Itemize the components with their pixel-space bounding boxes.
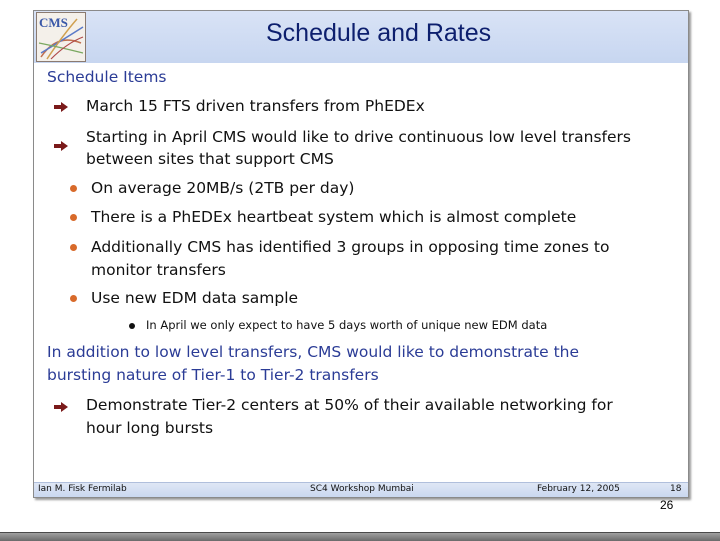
dot-bullet-icon [70, 244, 77, 251]
logo-text: CMS [39, 15, 68, 30]
slide-title: Schedule and Rates [266, 19, 492, 47]
section-heading-schedule-items: Schedule Items [47, 68, 167, 86]
section-heading-bursting-line2: bursting nature of Tier-1 to Tier-2 transfers [47, 366, 379, 384]
cms-logo [36, 12, 86, 62]
small-dot-bullet-icon [129, 323, 135, 329]
slide-footer [34, 482, 688, 498]
arrow-bullet-icon [54, 141, 68, 151]
sub-item-average-rate: On average 20MB/s (2TB per day) [91, 179, 355, 197]
footer-slide-number: 18 [670, 484, 682, 494]
footer-date: February 12, 2005 [537, 484, 620, 494]
arrow-bullet-icon [54, 402, 68, 412]
arrow-bullet-icon [54, 102, 68, 112]
sub-item-groups-line2: monitor transfers [91, 261, 226, 279]
sub-sub-item-april-edm: In April we only expect to have 5 days worth of unique new EDM data [146, 318, 548, 332]
title-bar [34, 11, 688, 63]
slide-frame [33, 10, 689, 498]
footer-author: Ian M. Fisk Fermilab [38, 484, 127, 494]
sub-item-groups-line1: Additionally CMS has identified 3 groups in opposing time zones to [91, 238, 610, 256]
sub-item-edm-sample: Use new EDM data sample [91, 289, 299, 307]
dot-bullet-icon [70, 185, 77, 192]
dot-bullet-icon [70, 295, 77, 302]
bullet-item-tier2-line2: hour long bursts [86, 419, 214, 437]
bullet-item-april-line1: Starting in April CMS would like to drive continuous low level transfers [86, 128, 631, 146]
page-number: 26 [660, 498, 674, 512]
bullet-item-tier2-line1: Demonstrate Tier-2 centers at 50% of their available networking for [86, 396, 613, 414]
footer-event: SC4 Workshop Mumbai [310, 484, 414, 494]
section-heading-bursting-line1: In addition to low level transfers, CMS would like to demonstrate the [47, 343, 580, 361]
bullet-item-april-line2: between sites that support CMS [86, 150, 334, 168]
sub-item-heartbeat: There is a PhEDEx heartbeat system which is almost complete [91, 208, 577, 226]
dot-bullet-icon [70, 214, 77, 221]
bullet-item-march-fts: March 15 FTS driven transfers from PhEDEx [86, 97, 425, 115]
